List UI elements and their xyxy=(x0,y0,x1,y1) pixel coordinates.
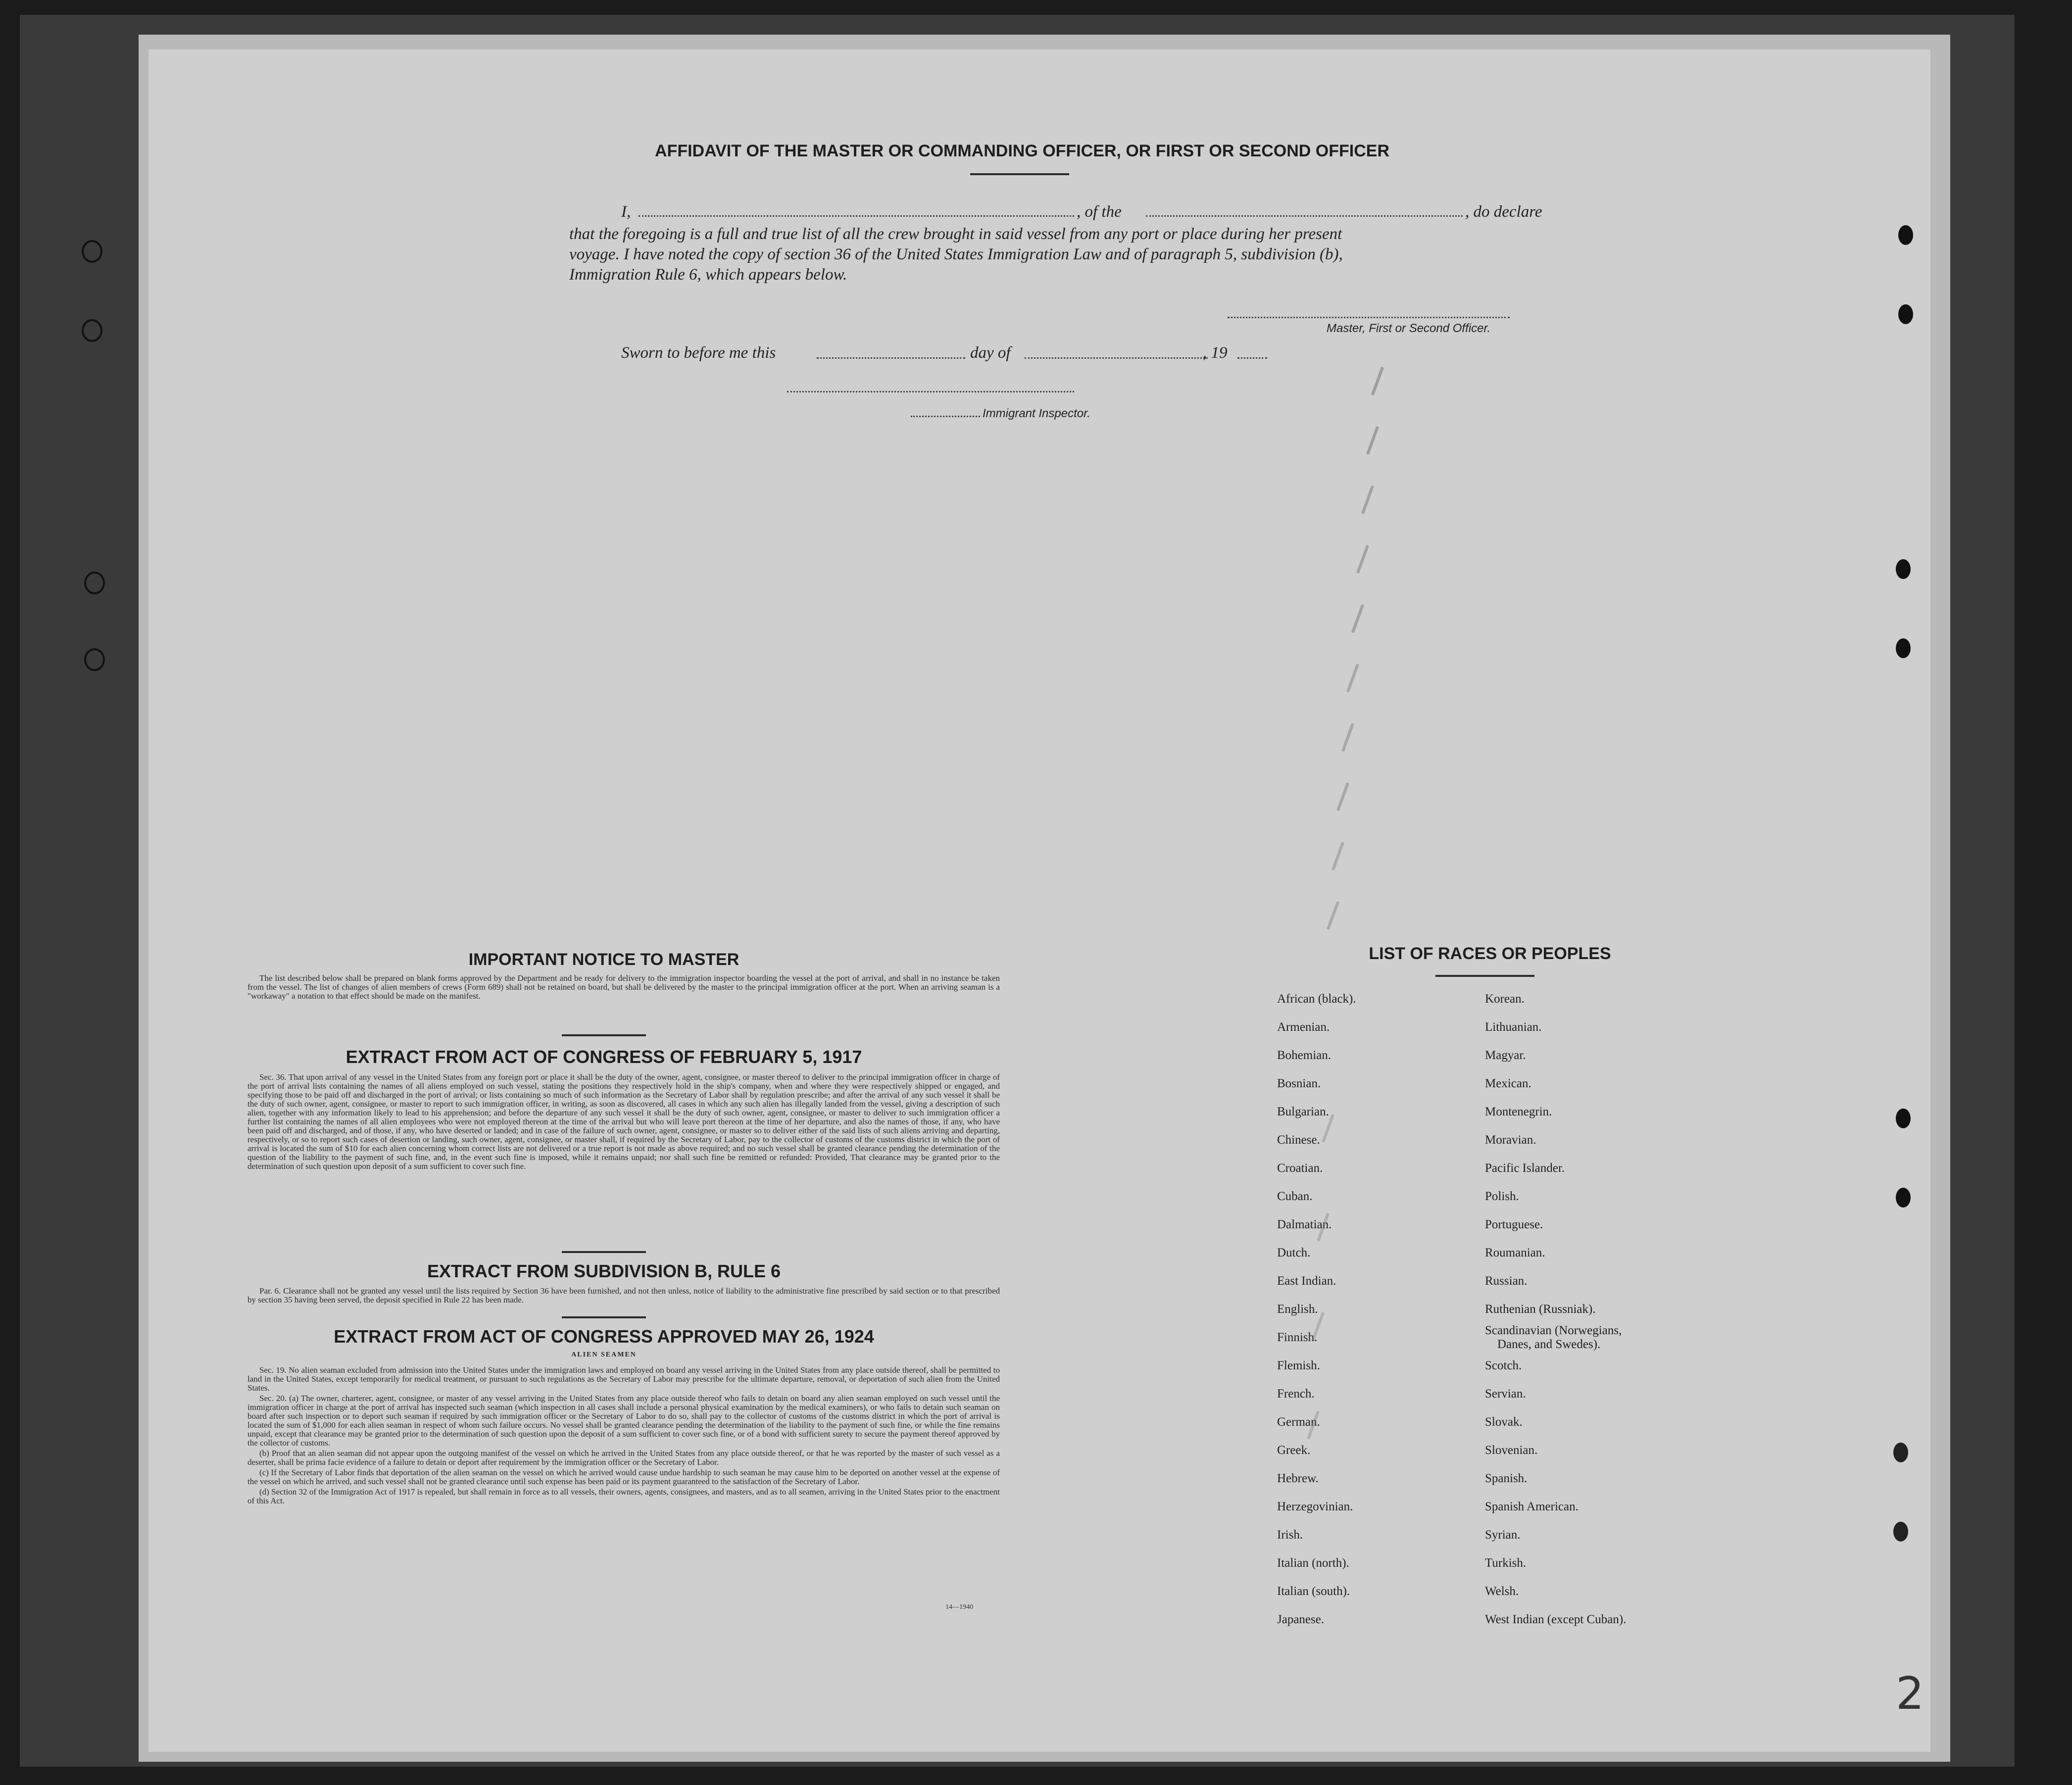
race-item: Welsh. xyxy=(1485,1585,1519,1598)
race-item: Polish. xyxy=(1485,1190,1519,1203)
race-item: Scandinavian (Norwegians, xyxy=(1485,1324,1622,1337)
sec19-paragraph: Sec. 19. No alien seaman excluded from admission into the United States under the immigration laws and employed on board any vessel arriving in the United States from any place outside thereof, shall be permitted to land in the United States, except temporarily for medical treatment, or pursuant to such regulations as the Secretary of Labor may prescribe for the ultimate departure, removal, or deportation of such alien from the United States. xyxy=(247,1365,1000,1393)
document-page xyxy=(148,49,1930,1752)
affidavit-i: I, xyxy=(621,203,631,221)
extract-1917-title: EXTRACT FROM ACT OF CONGRESS OF FEBRUARY 5, 1917 xyxy=(345,1047,862,1067)
race-item: Italian (north). xyxy=(1277,1556,1349,1570)
master-label: Master, First or Second Officer. xyxy=(1327,322,1491,335)
race-item: Armenian. xyxy=(1277,1020,1330,1034)
notice-title: IMPORTANT NOTICE TO MASTER xyxy=(468,950,740,969)
extract-rule6-title: EXTRACT FROM SUBDIVISION B, RULE 6 xyxy=(427,1261,781,1281)
handwritten-page-number: 2 xyxy=(1896,1668,1924,1720)
extract-1917-rule xyxy=(562,1251,646,1253)
race-item: Dutch. xyxy=(1277,1246,1311,1259)
race-item: Servian. xyxy=(1485,1387,1526,1400)
sworn-year-blank xyxy=(1237,357,1267,359)
race-item: Japanese. xyxy=(1277,1613,1325,1626)
race-item: Slovenian. xyxy=(1485,1444,1538,1457)
race-item: Syrian. xyxy=(1485,1528,1521,1542)
notice-text: The list described below shall be prepared on blank forms approved by the Department and be ready for delivery to the immigration inspector boarding the vessel at the port of arrival, and shall in no instance be taken from the vessel. The list of changes of alien members of crews (Form 689) shall not be retained on board, but shall be delivered by the master to the principal immigration officer at the port. When an arriving seaman is a "workaway" a notation to that effect should be made on the manifest. xyxy=(247,973,1000,1001)
race-item: Chinese. xyxy=(1277,1133,1320,1147)
race-item: Russian. xyxy=(1485,1274,1528,1288)
sworn-day-blank xyxy=(817,357,965,359)
affidavit-line-4: Immigration Rule 6, which appears below. xyxy=(569,266,847,284)
inspector-signature-line xyxy=(787,391,1074,392)
race-item: East Indian. xyxy=(1277,1274,1336,1288)
affidavit-line-2: that the foregoing is a full and true list of all the crew brought in said vessel from any port or place during her present xyxy=(569,225,1342,243)
race-item: Slovak. xyxy=(1485,1415,1523,1429)
vessel-blank xyxy=(1146,215,1463,217)
race-item: Flemish. xyxy=(1277,1359,1320,1372)
race-item: Ruthenian (Russniak). xyxy=(1485,1303,1596,1316)
extract-rule6-text: Par. 6. Clearance shall not be granted any vessel until the lists required by Section 36 have been furnished, and not then unless, notice of liability to the administrative fine prescribed by said section or to that prescribed by section 35 having been served, the deposit specified in Rule 22 has been made. xyxy=(247,1286,1000,1304)
race-item: Dalmatian. xyxy=(1277,1218,1332,1231)
extract-rule6-rule xyxy=(562,1316,646,1318)
race-item: Hebrew. xyxy=(1277,1472,1319,1485)
sec20b-paragraph: (b) Proof that an alien seaman did not appear upon the outgoing manifest of the vessel on which he arrived in the United States from any place outside thereof, or that he was reported by the master of such vessel as a deserter, shall be prima facie evidence of a failure to detain or deport after requirement by the immigration officer or the Secretary of Labor. xyxy=(247,1448,1000,1467)
race-item: Spanish American. xyxy=(1485,1500,1579,1513)
race-item: Irish. xyxy=(1277,1528,1303,1542)
name-blank xyxy=(639,215,1074,217)
race-item: West Indian (except Cuban). xyxy=(1485,1613,1627,1626)
races-title: LIST OF RACES OR PEOPLES xyxy=(1369,944,1611,963)
sec20c-paragraph: (c) If the Secretary of Labor finds that deportation of the alien seaman on the vessel on which he arrived would cause undue hardship to such seaman he may cause him to be deported on another vessel at the expense of the vessel on which he arrived, and such vessel shall not be granted clearance until such expense has been paid or its payment guaranteed to the satisfaction of the Secretary of Labor. xyxy=(247,1468,1000,1486)
race-item: Scotch. xyxy=(1485,1359,1522,1372)
inspector-pre-line xyxy=(911,416,980,417)
race-item: Mexican. xyxy=(1485,1077,1531,1090)
race-item: Cuban. xyxy=(1277,1190,1313,1203)
affidavit-title-rule xyxy=(970,173,1069,175)
alien-seamen-subtitle: ALIEN SEAMEN xyxy=(571,1351,637,1358)
race-item: Greek. xyxy=(1277,1444,1311,1457)
race-item: Bohemian. xyxy=(1277,1049,1332,1062)
race-item: Herzegovinian. xyxy=(1277,1500,1353,1513)
sworn-year: , 19 xyxy=(1203,344,1228,362)
race-item: Bosnian. xyxy=(1277,1077,1321,1090)
affidavit-line-3: voyage. I have noted the copy of section 36 of the United States Immigration Law and of paragraph 5, subdivision (b), xyxy=(569,245,1343,263)
form-number: 14—1940 xyxy=(945,1603,973,1611)
race-item: Bulgarian. xyxy=(1277,1105,1329,1118)
race-item: Turkish. xyxy=(1485,1556,1527,1570)
inspector-label: Immigrant Inspector. xyxy=(983,407,1090,420)
race-item: Moravian. xyxy=(1485,1133,1536,1147)
sec20a-paragraph: Sec. 20. (a) The owner, charterer, agent, consignee, or master of any vessel arriving in the United States from any place outside thereof who fails to detain on board any alien seaman employed on such vessel until the immigration officer in charge at the port of arrival has inspected such seaman (which inspection in all cases shall include a personal physical examination by the medical examiners), or who fails to detain such seaman on board after such inspection or to deport such seaman if required by such immigration officer or the Secretary of Labor to do so, shall pay to the collector of customs of the customs district in which the port of arrival is located the sum of $1,000 for each alien seaman in respect of whom such failure occurs. No vessel shall be granted clearance pending the determination of the liability to the payment of such fine, or while the fine remains unpaid, except that clearance may be granted prior to the determination of such question upon the deposit of a sum sufficient to cover such fine, or of a bond with sufficient surety to secure the payment thereof approved by the collector of customs. xyxy=(247,1394,1000,1447)
affidavit-of-the: , of the xyxy=(1077,203,1122,221)
race-item: English. xyxy=(1277,1303,1318,1316)
race-item: Magyar. xyxy=(1485,1049,1526,1062)
notice-rule xyxy=(562,1034,646,1036)
extract-1924-title: EXTRACT FROM ACT OF CONGRESS APPROVED MAY 26, 1924 xyxy=(334,1326,874,1347)
race-item: Italian (south). xyxy=(1277,1585,1350,1598)
race-item: African (black). xyxy=(1277,992,1356,1006)
race-item: Lithuanian. xyxy=(1485,1020,1542,1034)
race-item: Croatian. xyxy=(1277,1161,1323,1175)
extract-1917-text: Sec. 36. That upon arrival of any vessel in the United States from any foreign port or place it shall be the duty of the owner, agent, consignee, or master thereof to deliver to the principal immigration officer in charge of the port of arrival lists containing the names of all aliens employed on such vessel, stating the positions they respectively hold in the ship's company, when and where they were respectively shipped or engaged, and specifying those to be paid off and discharged in the port of arrival; or lists containing so much of such information as the Secretary of Labor shall by regulation prescribe; and after the arrival of any such vessel it shall be the duty of such owner, agent, consignee, or master to report to such immigration officer, in writing, as soon as discovered, all cases in which any such alien has illegally landed from the vessel, giving a description of such alien, together with any information likely to lead to his apprehension; and before the departure of any such vessel it shall be the duty of such owner, agent, consignee, or master to deliver to such immigration officer a further list containing the names of all alien employees who were not employed thereon at the time of the arrival but who will leave port thereon at the time of her departure, and also the names of those, if any, who have been paid off and discharged, and of those, if any, who have deserted or landed; and in case of the failure of such owner, agent, consignee, or master so to deliver either of the said lists of such aliens arriving and departing, respectively, or so to report such cases of desertion or landing, such owner, agent, consignee, or master shall, if required by the Secretary of Labor, pay to the collector of customs of the customs district in which the port of arrival is located the sum of $10 for each alien concerning whom correct lists are not delivered or a true report is not made as above required; and no such vessel shall be granted clearance pending the determination of the question of the liability to the payment of such fine, and, in the event such fine is imposed, while it remains unpaid; nor shall such fine be remitted or refunded: Provided, That clearance may be granted prior to the determination of such question upon deposit of a sum sufficient to cover such fine. xyxy=(247,1072,1000,1171)
sworn-month-blank xyxy=(1025,357,1208,359)
sworn-day-of: day of xyxy=(970,344,1011,362)
race-item: Portuguese. xyxy=(1485,1218,1543,1231)
race-item: French. xyxy=(1277,1387,1315,1400)
race-item: Spanish. xyxy=(1485,1472,1528,1485)
sec20d-paragraph: (d) Section 32 of the Immigration Act of 1917 is repealed, but shall remain in force as to all vessels, their owners, agents, consignees, and masters, and as to all seamen, arriving in the United States prior to the enactment of this Act. xyxy=(247,1487,1000,1505)
affidavit-declare: , do declare xyxy=(1465,203,1542,221)
race-item: German. xyxy=(1277,1415,1320,1429)
affidavit-title: AFFIDAVIT OF THE MASTER OR COMMANDING OFFICER, OR FIRST OR SECOND OFFICER xyxy=(655,142,1389,160)
master-signature-line xyxy=(1228,317,1510,318)
sworn-text: Sworn to before me this xyxy=(621,344,776,362)
race-item: Pacific Islander. xyxy=(1485,1161,1565,1175)
race-item: Korean. xyxy=(1485,992,1525,1006)
race-item: Finnish. xyxy=(1277,1331,1318,1344)
race-item: Roumanian. xyxy=(1485,1246,1545,1259)
race-item: Montenegrin. xyxy=(1485,1105,1552,1118)
race-item: Danes, and Swedes). xyxy=(1497,1338,1601,1351)
extract-1924-text xyxy=(247,1366,1000,1507)
races-title-rule xyxy=(1435,975,1534,977)
